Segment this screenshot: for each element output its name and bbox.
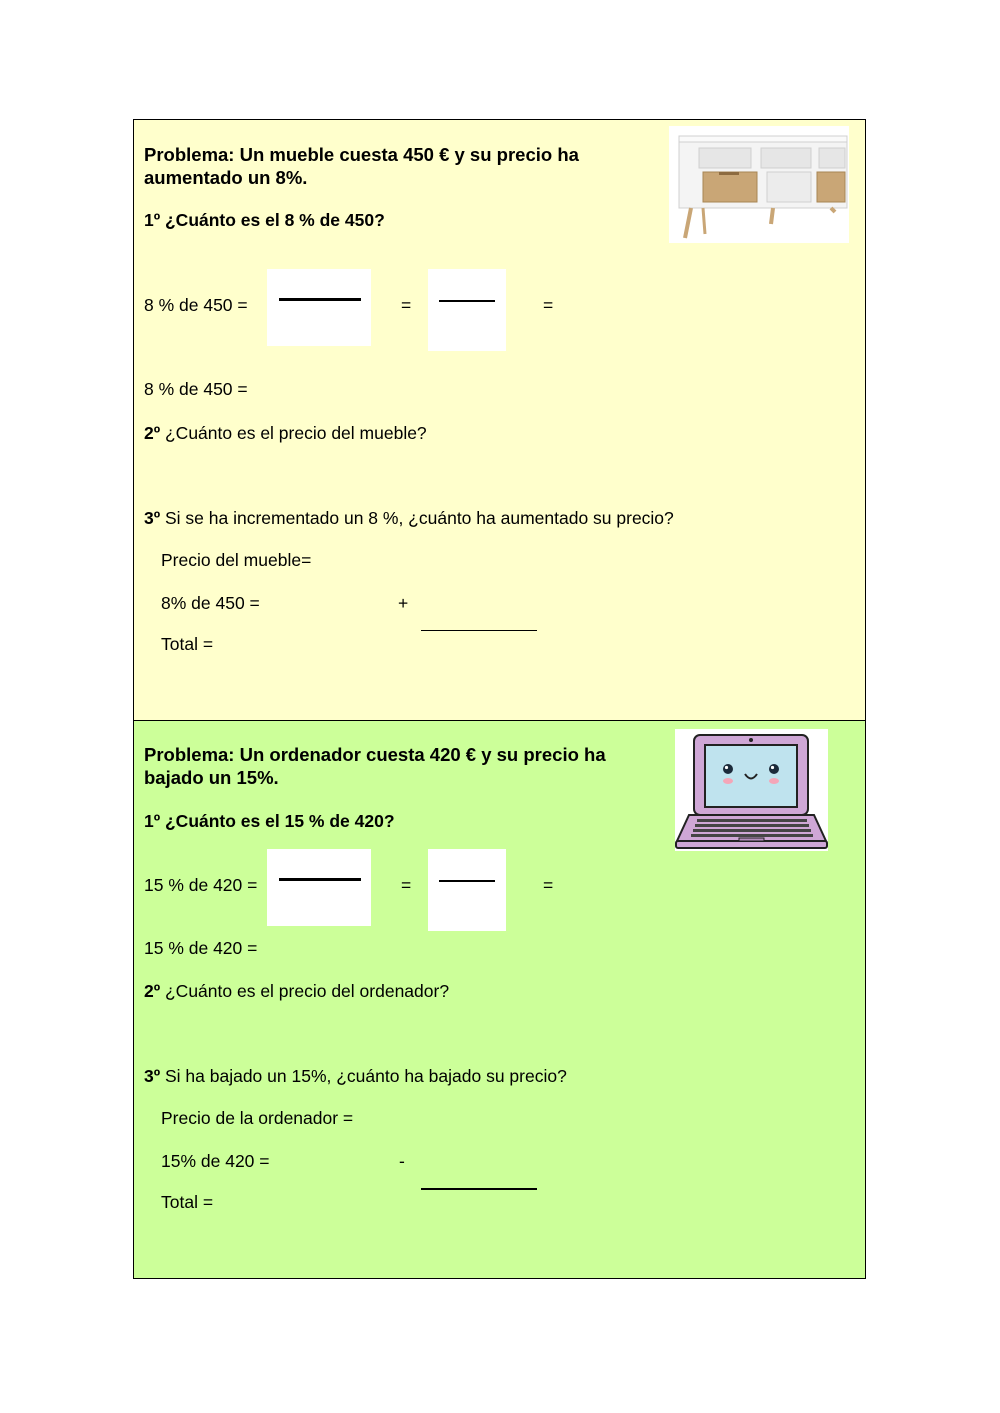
problem-2-question-1: 1º ¿Cuánto es el 15 % de 420?: [144, 811, 395, 831]
problem-1-calc-label: 8 % de 450 =: [144, 295, 248, 315]
problem-2-total-line: Total =: [161, 1192, 214, 1212]
sum-underline: [421, 630, 537, 631]
problem-2-result-label: 15 % de 420 =: [144, 938, 258, 958]
problem-1-question-1: 1º ¿Cuánto es el 8 % de 450?: [144, 210, 385, 230]
problem-1-question-3: 3º Si se ha incrementado un 8 %, ¿cuánto ha aumentado su precio?: [144, 508, 674, 528]
minus-operator: -: [399, 1151, 405, 1171]
problem-2-panel: [133, 720, 866, 1279]
equals-sign: =: [543, 875, 554, 895]
problem-1-total-line: Total =: [161, 634, 214, 654]
difference-underline: [421, 1188, 537, 1190]
problem-1-panel: [133, 119, 866, 722]
problem-2-percent-line: 15% de 420 =: [161, 1151, 270, 1171]
problem-1-percent-line: 8% de 450 =: [161, 593, 260, 613]
equals-sign: =: [543, 295, 554, 315]
problem-2-price-line: Precio de la ordenador =: [161, 1108, 354, 1128]
problem-2-question-2: 2º ¿Cuánto es el precio del ordenador?: [144, 981, 450, 1001]
problem-1-title: Problema: Un mueble cuesta 450 € y su precio ha aumentado un 8%.: [144, 144, 579, 188]
fraction-answer-box-2[interactable]: [428, 849, 506, 931]
fraction-answer-box-1[interactable]: [267, 849, 371, 926]
equals-sign: =: [401, 875, 412, 895]
problem-2-question-3: 3º Si ha bajado un 15%, ¿cuánto ha bajado su precio?: [144, 1066, 567, 1086]
problem-2-title: Problema: Un ordenador cuesta 420 € y su precio ha bajado un 15%.: [144, 744, 606, 788]
fraction-answer-box-2[interactable]: [428, 269, 506, 351]
problem-1-result-label: 8 % de 450 =: [144, 379, 248, 399]
laptop-image: [675, 729, 828, 851]
fraction-answer-box-1[interactable]: [267, 269, 371, 346]
equals-sign: =: [401, 295, 412, 315]
problem-1-price-line: Precio del mueble=: [161, 550, 312, 570]
problem-1-question-2: 2º ¿Cuánto es el precio del mueble?: [144, 423, 427, 443]
problem-2-calc-label: 15 % de 420 =: [144, 875, 258, 895]
furniture-image: [669, 126, 849, 243]
plus-operator: +: [398, 593, 409, 613]
